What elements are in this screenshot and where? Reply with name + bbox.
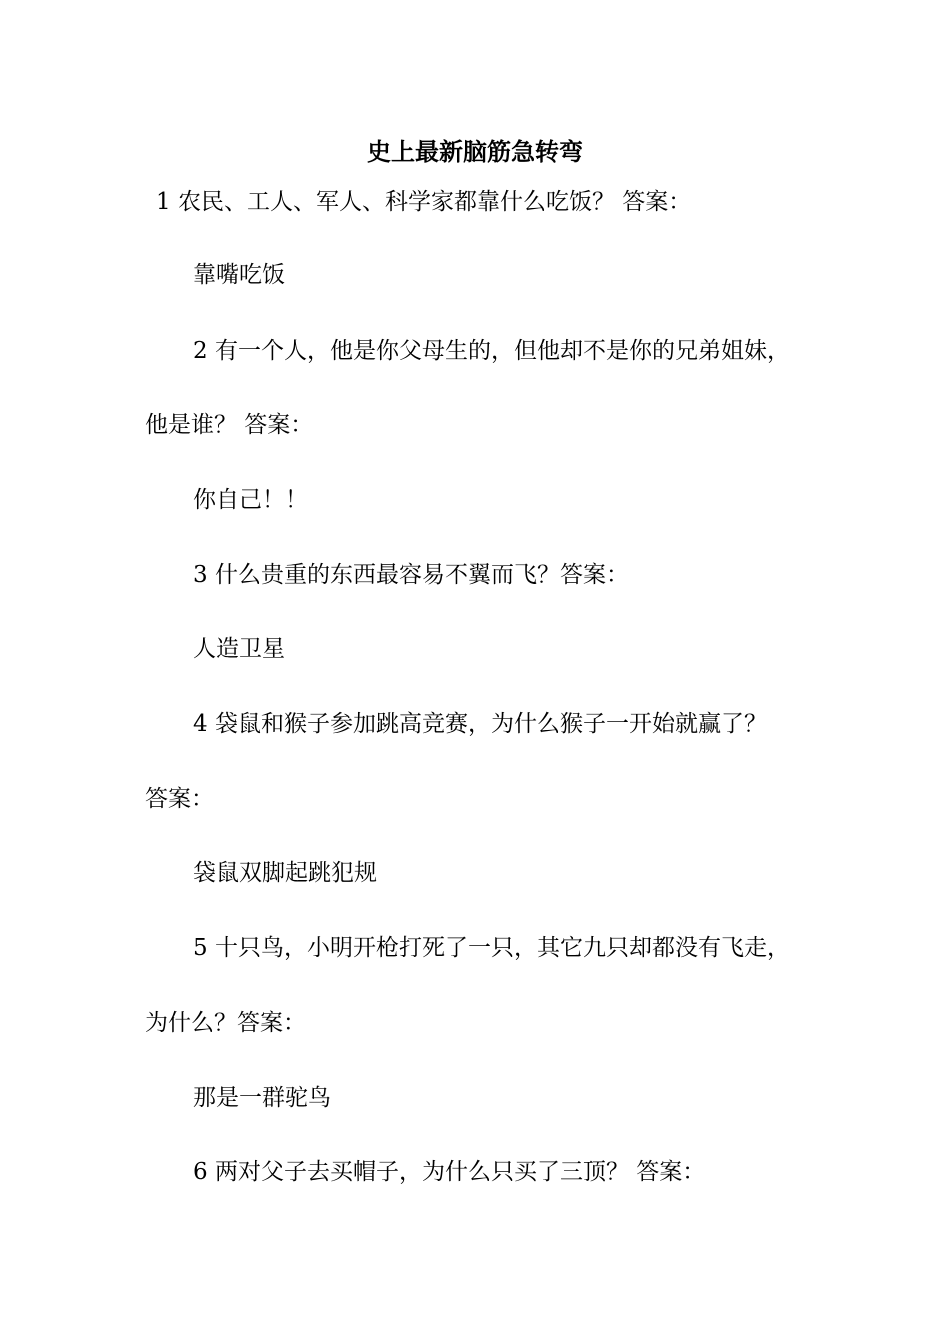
question-5-continued: 为什么？答案： — [145, 1010, 306, 1036]
question-4-text: 4 袋鼠和猴子参加跳高竞赛，为什么猴子一开始就赢了？ — [193, 711, 767, 737]
question-2-text: 2 有一个人，他是你父母生的，但他却不是你的兄弟姐妹， — [193, 338, 790, 364]
question-2-continued: 他是谁？ 答案： — [145, 412, 314, 438]
answer-1-text: 靠嘴吃饭 — [193, 262, 285, 288]
question-4-continued: 答案： — [145, 786, 214, 812]
question-3-text: 3 什么贵重的东西最容易不翼而飞？答案： — [193, 562, 629, 588]
question-6-text: 6 两对父子去买帽子，为什么只买了三顶？ 答案： — [193, 1159, 706, 1185]
page-title: 史上最新脑筋急转弯 — [367, 137, 583, 166]
answer-2-text: 你自己！！ — [193, 487, 308, 513]
question-5-text: 5 十只鸟，小明开枪打死了一只，其它九只却都没有飞走， — [193, 935, 790, 961]
answer-3-text: 人造卫星 — [193, 636, 285, 662]
answer-4-text: 袋鼠双脚起跳犯规 — [193, 860, 377, 886]
question-1-text: 1 农民、工人、军人、科学家都靠什么吃饭？ 答案： — [156, 189, 692, 215]
answer-5-text: 那是一群驼鸟 — [193, 1085, 331, 1111]
